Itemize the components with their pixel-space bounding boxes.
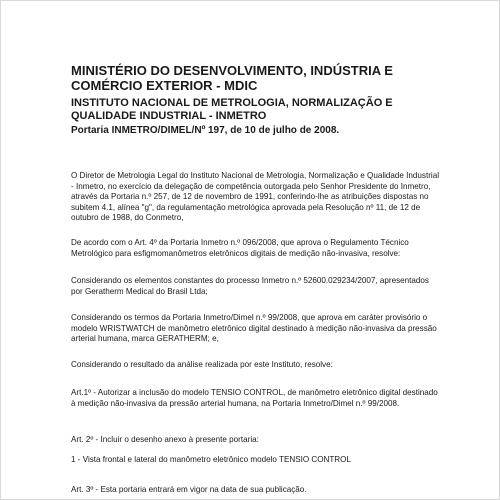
article-1-paragraph: Art.1º - Autorizar a inclusão do modelo TENSIO CONTROL, de manômetro eletrônico digital destinado à medição não-invasiva da pressão arterial humana, na Portaria Inmetro/Dimel n.º 99/2008. <box>71 388 438 408</box>
considering-portaria-paragraph: Considerando os termos da Portaria Inmetro/Dimel n.º 99/2008, que aprova em caráter provisório o modelo WRISTWATCH de manômetro eletrônico digital destinado à medição não-invasiva da pressão arterial humana, marca GERATHERM; e, <box>71 313 437 344</box>
institute-heading: INSTITUTO NACIONAL DE METROLOGIA, NORMALIZAÇÃO E QUALIDADE INDUSTRIAL - INMETRO <box>71 97 393 122</box>
ministry-heading: MINISTÉRIO DO DESENVOLVIMENTO, INDÚSTRIA E COMÉRCIO EXTERIOR - MDIC <box>71 63 393 93</box>
drawing-item-paragraph: 1 - Vista frontal e lateral do manômetro eletrônico modelo TENSIO CONTROL <box>71 455 351 464</box>
article-2-paragraph: Art. 2º - Incluir o desenho anexo à presente portaria: <box>71 435 259 444</box>
according-paragraph: De acordo com o Art. 4º da Portaria Inmetro n.º 096/2008, que aprova o Regulamento Técnico Metrológico para esfigmomanômetros eletrônicos digitais de medição não-invasiva, resolve: <box>71 238 409 258</box>
portaria-title: Portaria INMETRO/DIMEL/Nº 197, de 10 de julho de 2008. <box>71 125 340 136</box>
article-3-paragraph: Art. 3º - Esta portaria entrará em vigor na data de sua publicação. <box>71 485 307 494</box>
preamble-paragraph: O Diretor de Metrologia Legal do Instituto Nacional de Metrologia, Normalização e Qualidade Industrial - Inmetro, no exercício da delegação de competência outorgada pelo Senhor Presidente do Inmetro, através da Portaria n.º 257, de 12 de novembro de 1991, conferindo-lhe as atribuições dispostas no subitem 4.1, alínea "g", da regulamentação metrológica aprovada pela Resolução nº 11, de 12 de outubro de 1988, do Conmetro, <box>71 171 440 223</box>
considering-analysis-paragraph: Considerando o resultado da análise realizada por este Instituto, resolve: <box>71 360 333 369</box>
considering-process-paragraph: Considerando os elementos constantes do processo Inmetro n.º 52600.029234/2007, apresentados por Geratherm Medical do Brasil Ltda; <box>71 276 429 296</box>
